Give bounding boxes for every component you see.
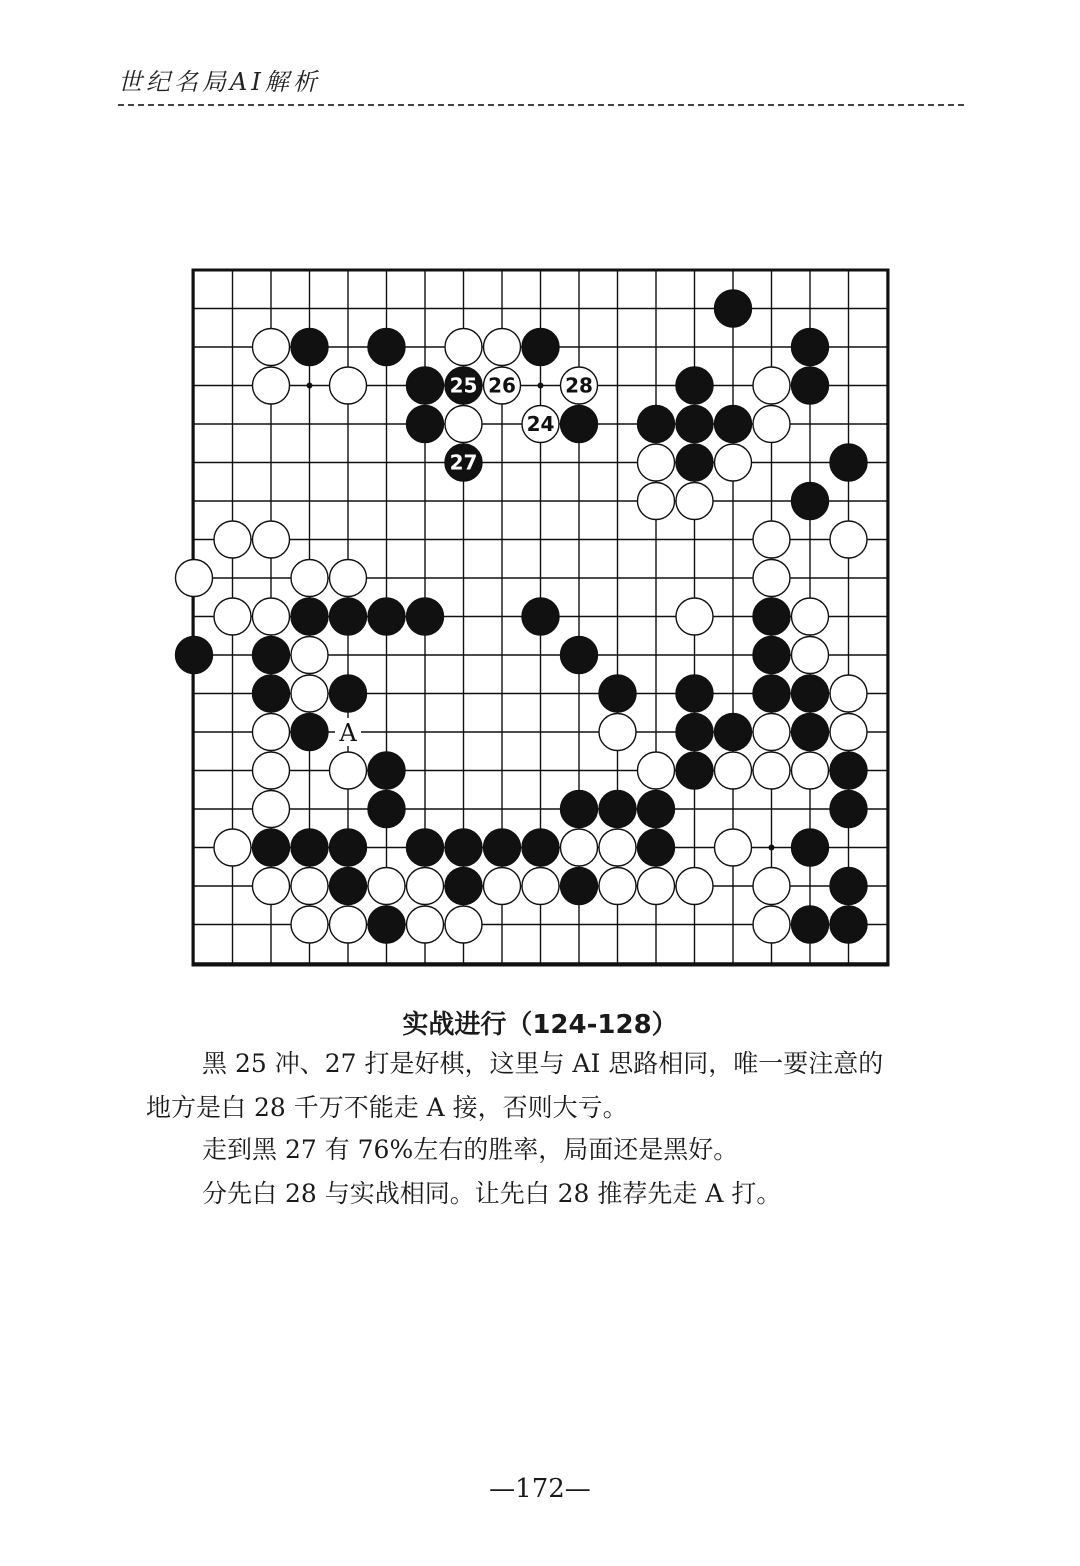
black-stone — [291, 329, 328, 366]
black-stone — [484, 829, 521, 866]
black-stone — [253, 829, 290, 866]
black-stone — [407, 829, 444, 866]
paragraph-1 — [146, 1042, 966, 1130]
white-stone — [715, 444, 752, 481]
white-stone — [407, 906, 444, 943]
white-stone — [214, 598, 251, 635]
black-stone — [676, 406, 713, 443]
black-stone — [830, 791, 867, 828]
black-stone — [830, 906, 867, 943]
black-stone — [330, 598, 367, 635]
white-stone — [176, 560, 213, 597]
black-stone — [792, 367, 829, 404]
white-stone — [753, 752, 790, 789]
white-stone — [445, 906, 482, 943]
diagram-caption: 实战进行（124-128） — [402, 1010, 678, 1040]
black-stone — [715, 290, 752, 327]
black-stone — [792, 906, 829, 943]
go-board-svg — [174, 258, 904, 978]
black-stone — [715, 714, 752, 751]
black-stone — [676, 675, 713, 712]
black-stone — [522, 329, 559, 366]
black-stone — [291, 714, 328, 751]
white-stone — [599, 714, 636, 751]
black-stone — [368, 906, 405, 943]
black-stone — [561, 637, 598, 674]
white-stone — [291, 868, 328, 905]
black-stone — [792, 483, 829, 520]
white-stone — [561, 829, 598, 866]
white-stone — [792, 752, 829, 789]
move-number-label: 24 — [526, 412, 555, 436]
white-stone — [638, 444, 675, 481]
white-stone — [253, 791, 290, 828]
white-stone — [753, 714, 790, 751]
white-stone — [753, 906, 790, 943]
white-stone — [638, 752, 675, 789]
black-stone — [176, 637, 213, 674]
white-stone — [214, 829, 251, 866]
paragraph-1-line-2: 地方是白 28 千万不能走 A 接，否则大亏。 — [146, 1093, 628, 1122]
black-stone — [291, 829, 328, 866]
star-point — [307, 383, 313, 389]
black-stone — [445, 868, 482, 905]
black-stone — [638, 829, 675, 866]
white-stone — [753, 521, 790, 558]
move-number-label: 28 — [565, 373, 593, 398]
white-stone — [291, 675, 328, 712]
white-stone — [599, 829, 636, 866]
white-stone — [407, 868, 444, 905]
white-stone — [753, 868, 790, 905]
white-stone — [368, 868, 405, 905]
black-stone — [792, 829, 829, 866]
white-stone — [522, 868, 559, 905]
black-stone — [253, 637, 290, 674]
black-stone — [445, 829, 482, 866]
paragraph-3: 分先白 28 与实战相同。让先白 28 推荐先走 A 打。 — [202, 1179, 782, 1208]
white-stone — [484, 329, 521, 366]
white-stone — [638, 868, 675, 905]
black-stone — [676, 367, 713, 404]
white-stone — [445, 406, 482, 443]
page-number: —172— — [489, 1474, 591, 1504]
black-stone — [676, 444, 713, 481]
white-stone — [253, 714, 290, 751]
white-stone — [830, 714, 867, 751]
black-stone — [753, 637, 790, 674]
black-stone — [561, 868, 598, 905]
move-number-label: 27 — [449, 450, 478, 475]
move-number-label: 25 — [449, 373, 478, 398]
white-stone — [753, 560, 790, 597]
black-stone — [599, 675, 636, 712]
white-stone — [291, 637, 328, 674]
white-stone — [253, 868, 290, 905]
white-stone — [830, 521, 867, 558]
black-stone — [792, 675, 829, 712]
black-stone — [638, 791, 675, 828]
black-stone — [368, 752, 405, 789]
move-number-label: 26 — [488, 373, 516, 398]
black-stone — [330, 675, 367, 712]
black-stone — [330, 829, 367, 866]
black-stone — [407, 367, 444, 404]
running-header-title: 世纪名局AI解析 — [118, 68, 321, 96]
black-stone — [715, 406, 752, 443]
white-stone — [484, 868, 521, 905]
white-stone — [830, 675, 867, 712]
white-stone — [291, 906, 328, 943]
star-point — [538, 383, 544, 389]
black-stone — [522, 829, 559, 866]
black-stone — [753, 675, 790, 712]
white-stone — [792, 598, 829, 635]
black-stone — [561, 406, 598, 443]
black-stone — [407, 598, 444, 635]
white-stone — [214, 521, 251, 558]
black-stone — [830, 868, 867, 905]
white-stone — [638, 483, 675, 520]
black-stone — [253, 675, 290, 712]
white-stone — [753, 406, 790, 443]
white-stone — [330, 752, 367, 789]
go-board-diagram — [174, 258, 904, 978]
black-stone — [638, 406, 675, 443]
black-stone — [368, 598, 405, 635]
black-stone — [291, 598, 328, 635]
black-stone — [561, 791, 598, 828]
white-stone — [253, 329, 290, 366]
black-stone — [830, 444, 867, 481]
black-stone — [368, 329, 405, 366]
black-stone — [368, 791, 405, 828]
black-stone — [676, 752, 713, 789]
point-marker-label: A — [339, 719, 357, 747]
white-stone — [291, 560, 328, 597]
header-dashed-rule — [118, 104, 964, 106]
black-stone — [753, 598, 790, 635]
white-stone — [676, 868, 713, 905]
white-stone — [253, 598, 290, 635]
black-stone — [330, 868, 367, 905]
black-stone — [792, 329, 829, 366]
white-stone — [253, 752, 290, 789]
white-stone — [330, 367, 367, 404]
black-stone — [599, 791, 636, 828]
white-stone — [253, 521, 290, 558]
black-stone — [830, 752, 867, 789]
black-stone — [522, 598, 559, 635]
white-stone — [445, 329, 482, 366]
white-stone — [330, 906, 367, 943]
black-stone — [676, 714, 713, 751]
star-point — [769, 845, 775, 851]
white-stone — [253, 367, 290, 404]
white-stone — [715, 752, 752, 789]
black-stone — [407, 406, 444, 443]
white-stone — [753, 367, 790, 404]
white-stone — [599, 868, 636, 905]
white-stone — [715, 829, 752, 866]
paragraph-1-line-1: 黑 25 冲、27 打是好棋，这里与 AI 思路相同，唯一要注意的 — [202, 1049, 884, 1078]
white-stone — [792, 637, 829, 674]
white-stone — [676, 483, 713, 520]
black-stone — [792, 714, 829, 751]
paragraph-2: 走到黑 27 有 76%左右的胜率，局面还是黑好。 — [202, 1135, 739, 1164]
white-stone — [676, 598, 713, 635]
white-stone — [330, 560, 367, 597]
